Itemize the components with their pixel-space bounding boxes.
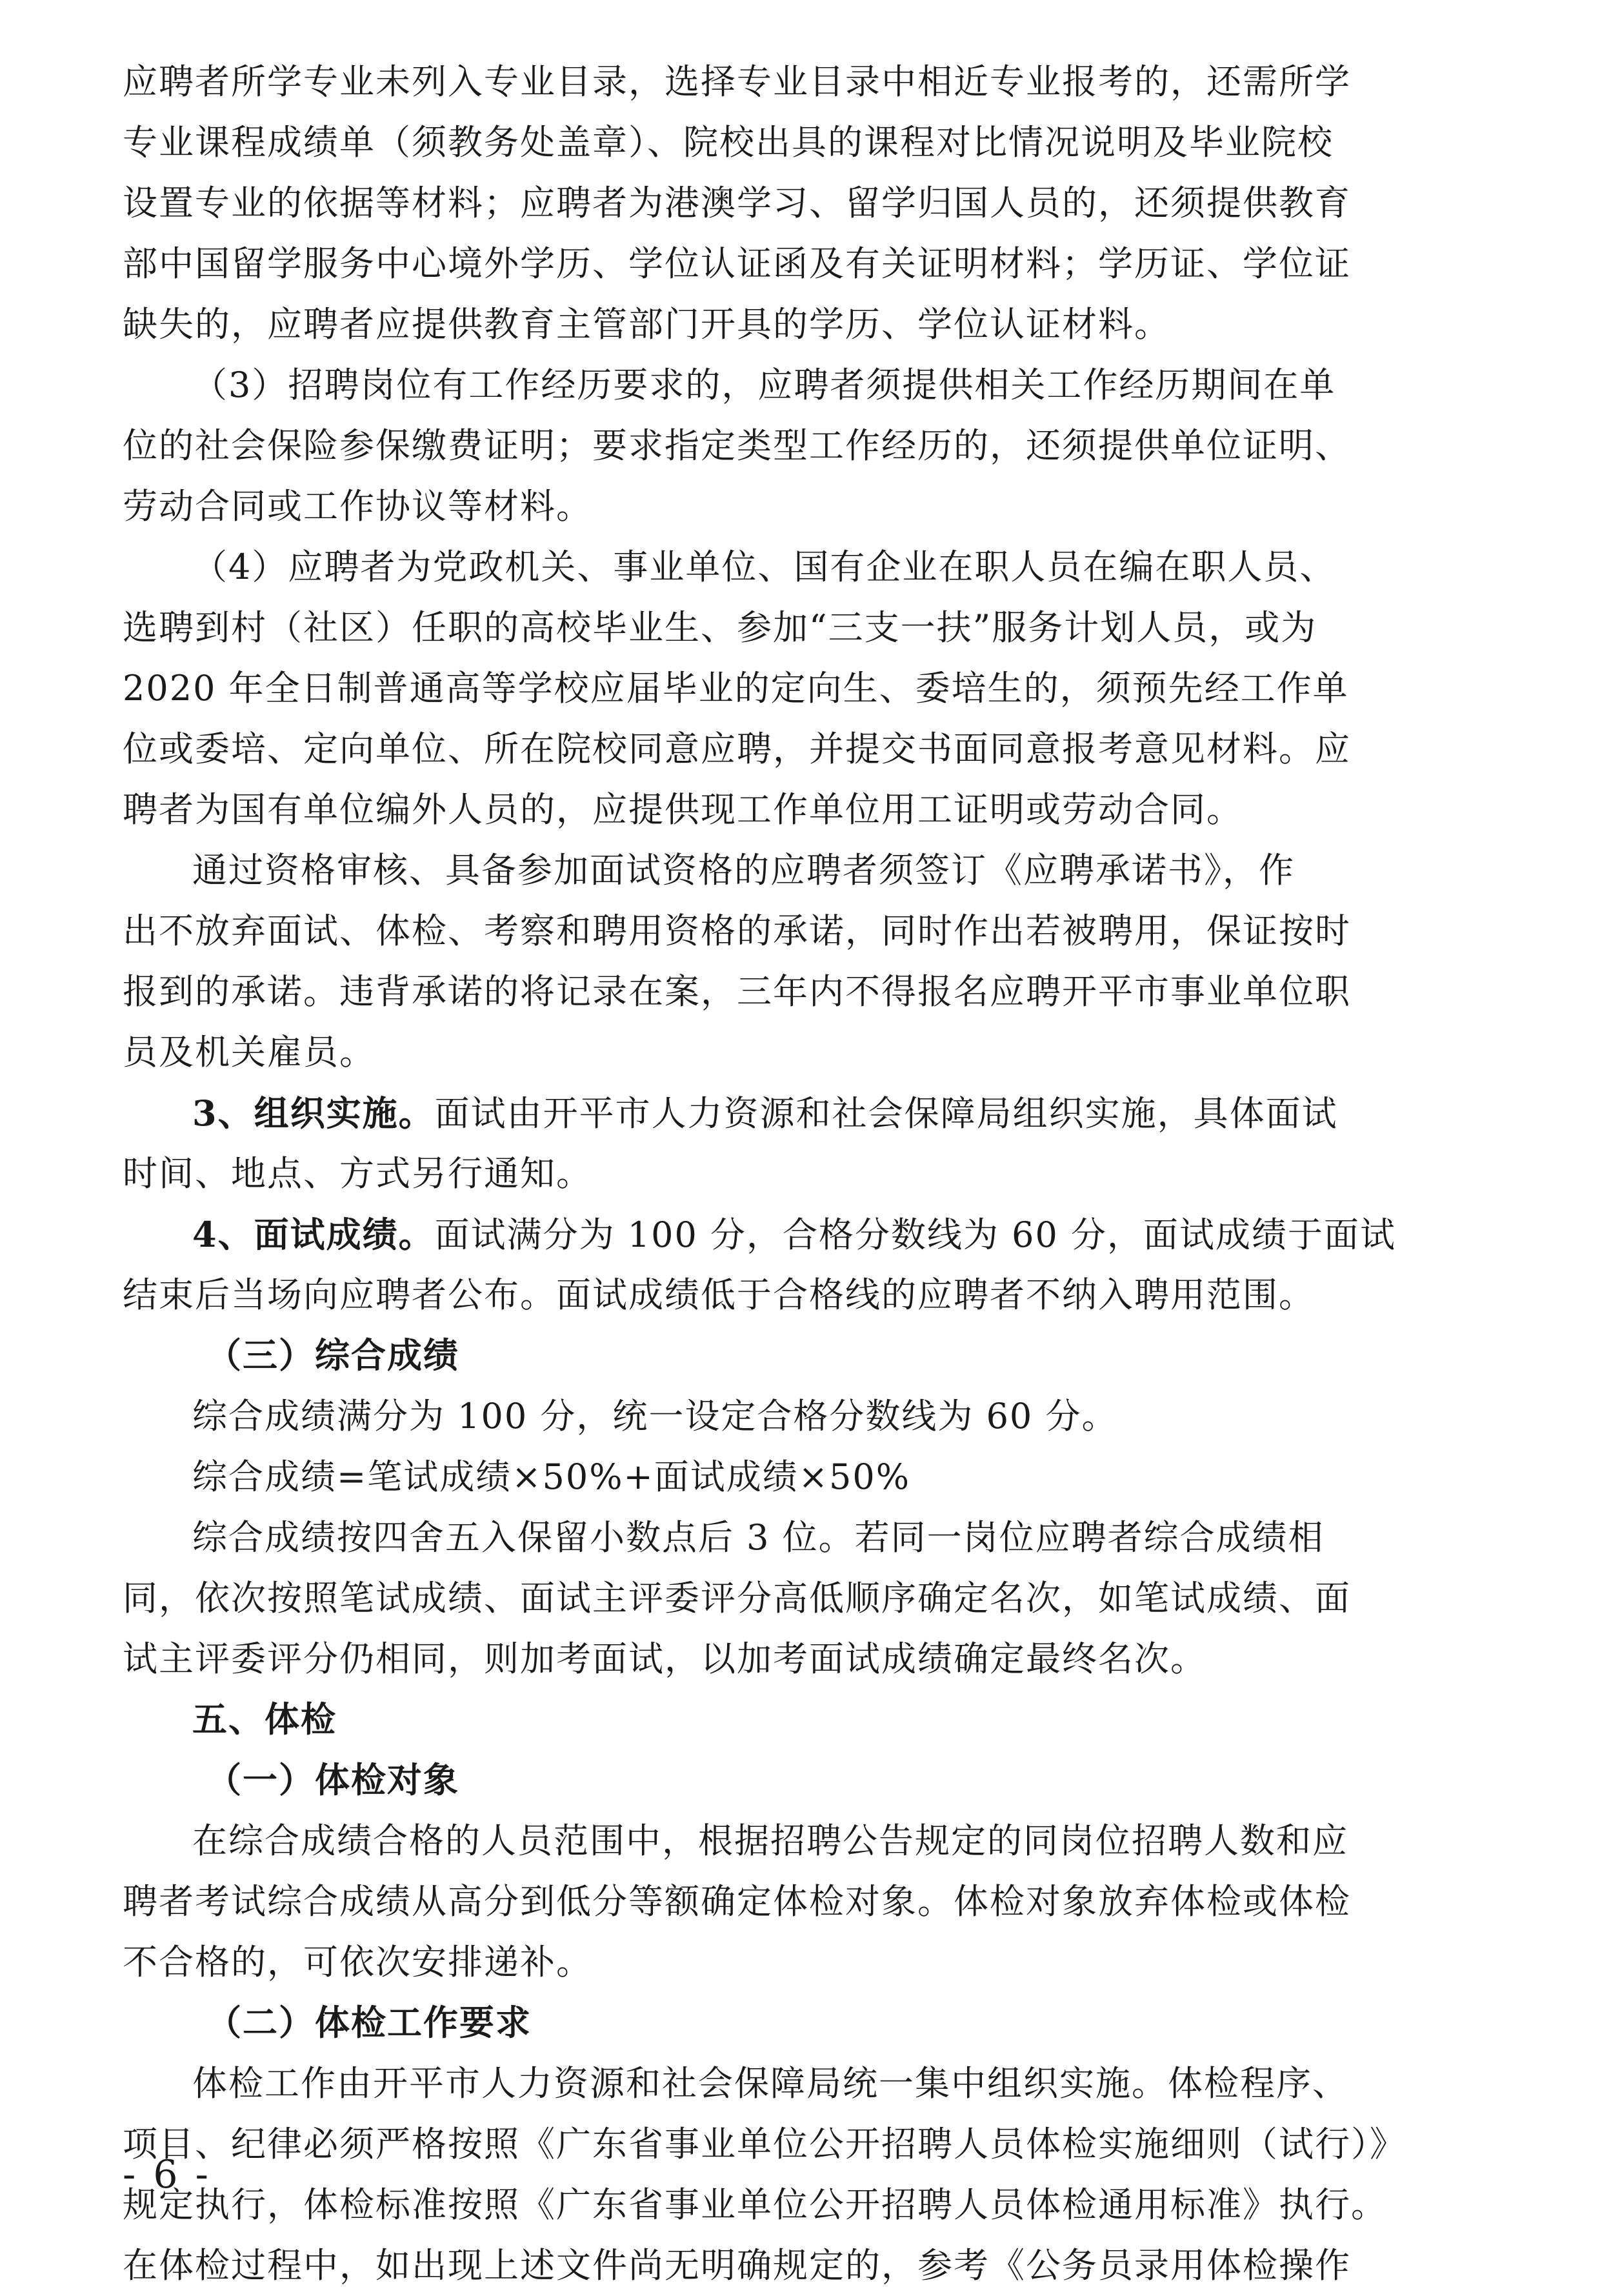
text-line: 聘者为国有单位编外人员的，应提供现工作单位用工证明或劳动合同。 [123, 789, 1243, 830]
text-line: 2020 年全日制普通高等学校应届毕业的定向生、委培生的，须预先经工作单 [123, 668, 1349, 709]
text-line: 部中国留学服务中心境外学历、学位认证函及有关证明材料；学历证、学位证 [123, 243, 1351, 284]
text-line: 聘者考试综合成绩从高分到低分等额确定体检对象。体检对象放弃体检或体检 [123, 1881, 1351, 1922]
text-line: 综合成绩按四舍五入保留小数点后 3 位。若同一岗位应聘者综合成绩相 [192, 1517, 1325, 1558]
text-run: 面试满分为 100 分，合格分数线为 60 分，面试成绩于面试 [434, 1214, 1397, 1255]
text-line: 缺失的，应聘者应提供教育主管部门开具的学历、学位认证材料。 [123, 304, 1170, 345]
section-label-interview-score: 4、面试成绩。 [192, 1214, 435, 1255]
text-line: 项目、纪律必须严格按照《广东省事业单位公开招聘人员体检实施细则（试行）》 [123, 2124, 1406, 2164]
text-line: 员及机关雇员。 [123, 1032, 375, 1072]
document-page [123, 52, 1477, 2296]
text-run: 面试由开平市人力资源和社会保障局组织实施，具体面试 [434, 1093, 1338, 1134]
text-line: 不合格的，可依次安排递补。 [123, 1942, 592, 1982]
text-line: 选聘到村（社区）任职的高校毕业生、参加“三支一扶”服务计划人员，或为 [123, 607, 1317, 648]
section-heading: （一）体检对象 [206, 1760, 459, 1800]
text-line: 试主评委评分仍相同，则加考面试，以加考面试成绩确定最终名次。 [123, 1638, 1206, 1679]
text-line: （4）应聘者为党政机关、事业单位、国有企业在职人员在编在职人员、 [192, 547, 1336, 587]
text-line: 位的社会保险参保缴费证明；要求指定类型工作经历的，还须提供单位证明、 [123, 425, 1351, 466]
text-line: 结束后当场向应聘者公布。面试成绩低于合格线的应聘者不纳入聘用范围。 [123, 1274, 1315, 1315]
text-line: 在综合成绩合格的人员范围中，根据招聘公告规定的同岗位招聘人数和应 [192, 1820, 1348, 1861]
text-line: 体检工作由开平市人力资源和社会保障局统一集中组织实施。体检程序、 [192, 2063, 1348, 2104]
text-line: 综合成绩满分为 100 分，统一设定合格分数线为 60 分。 [192, 1396, 1118, 1436]
text-line: 通过资格审核、具备参加面试资格的应聘者须签订《应聘承诺书》，作 [192, 850, 1295, 891]
page-number: - 6 - [123, 2152, 211, 2197]
text-line: 在体检过程中，如出现上述文件尚无明确规定的，参考《公务员录用体检操作 [123, 2245, 1351, 2286]
text-line: 报到的承诺。违背承诺的将记录在案，三年内不得报名应聘开平市事业单位职 [123, 971, 1351, 1012]
text-line: 规定执行，体检标准按照《广东省事业单位公开招聘人员体检通用标准》执行。 [123, 2184, 1387, 2225]
text-line: 设置专业的依据等材料；应聘者为港澳学习、留学归国人员的，还须提供教育 [123, 183, 1351, 223]
text-line: 劳动合同或工作协议等材料。 [123, 486, 592, 527]
text-line: 位或委培、定向单位、所在院校同意应聘，并提交书面同意报考意见材料。应 [123, 729, 1351, 769]
text-line: 出不放弃面试、体检、考察和聘用资格的承诺，同时作出若被聘用，保证按时 [123, 911, 1351, 951]
text-line: 专业课程成绩单（须教务处盖章）、院校出具的课程对比情况说明及毕业院校 [123, 122, 1334, 163]
text-line: 应聘者所学专业未列入专业目录，选择专业目录中相近专业报考的，还需所学 [123, 61, 1351, 102]
text-line: （3）招聘岗位有工作经历要求的，应聘者须提供相关工作经历期间在单 [192, 365, 1336, 405]
section-label-organize: 3、组织实施。 [192, 1093, 435, 1134]
section-heading: （三）综合成绩 [206, 1335, 459, 1376]
section-heading: （二）体检工作要求 [206, 2002, 532, 2043]
text-line: 时间、地点、方式另行通知。 [123, 1153, 592, 1194]
text-line: 同，依次按照笔试成绩、面试主评委评分高低顺序确定名次，如笔试成绩、面 [123, 1578, 1351, 1618]
formula-line: 综合成绩=笔试成绩×50%+面试成绩×50% [192, 1456, 911, 1497]
chapter-heading: 五、体检 [192, 1699, 337, 1740]
text-line [123, 1204, 1477, 1265]
text-line [123, 1083, 1477, 1143]
